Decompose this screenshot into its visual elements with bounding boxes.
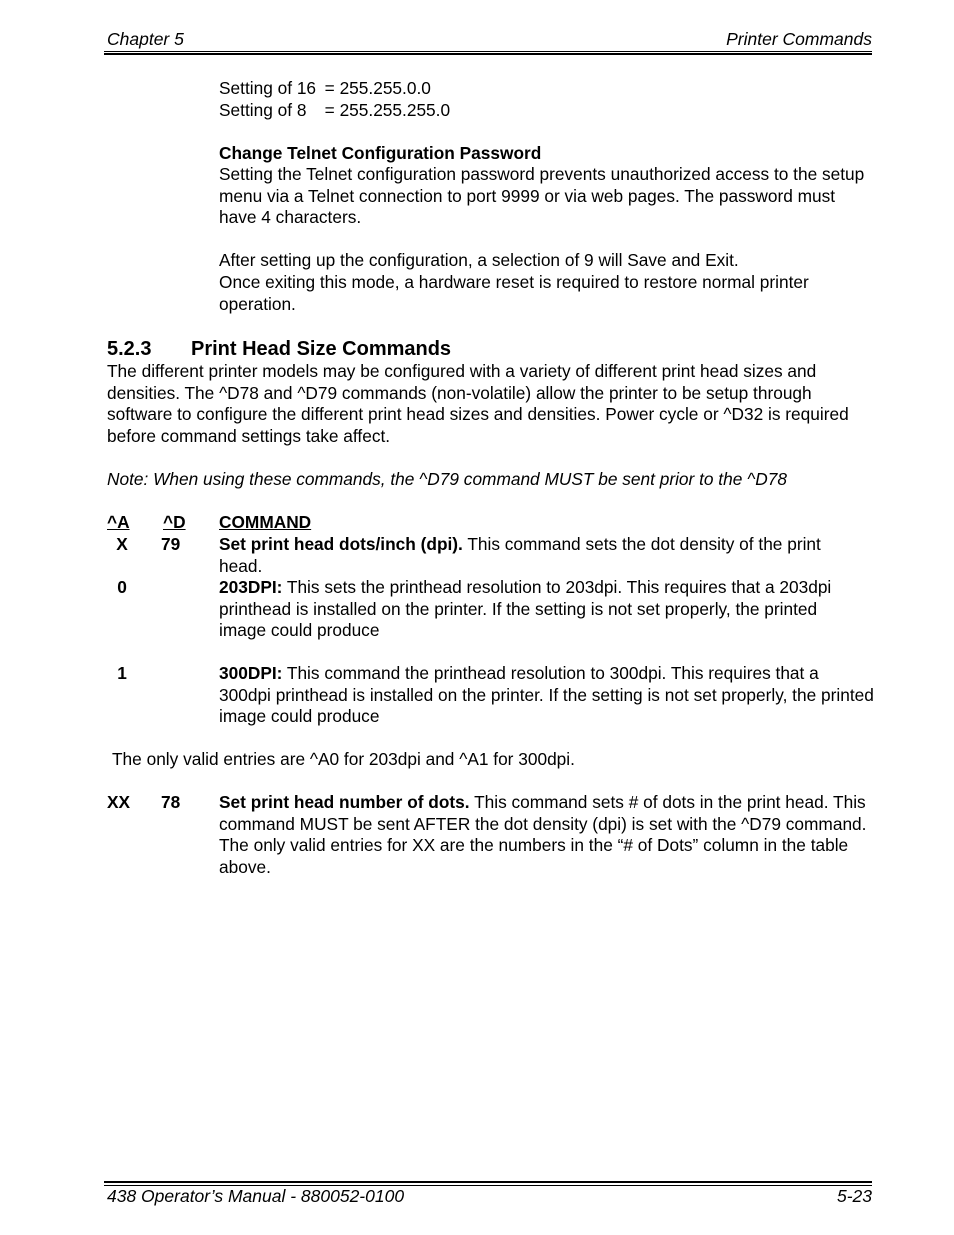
- column-header-a: ^A: [107, 512, 130, 532]
- row78-command-name: Set print head number of dots.: [219, 792, 470, 812]
- row79-d-value: 79: [161, 534, 181, 554]
- footer-page-number: 5-23: [836, 1186, 872, 1206]
- column-header-command: COMMAND: [219, 512, 312, 532]
- valid-entries-note: The only valid entries are ^A0 for 203dpi and ^A1 for 300dpi.: [112, 749, 575, 769]
- opt1-description: [219, 663, 874, 728]
- column-header-d: ^D: [163, 512, 186, 532]
- row79-command-text: This command sets the dot density of the print head.: [219, 534, 821, 576]
- row79-a-value: X: [116, 534, 128, 554]
- telnet-password-body: Setting the Telnet configuration password prevents unauthorized access to the setup menu via a Telnet connection to port 9999 or via web pages. The password must have 4 characters.: [219, 164, 865, 227]
- opt0-a-value: 0: [117, 577, 127, 597]
- netmask-setting-16: Setting of 16 = 255.255.0.0: [219, 78, 431, 98]
- save-exit-text: After setting up the configuration, a selection of 9 will Save and Exit.: [219, 250, 739, 270]
- row78-d-value: 78: [161, 792, 181, 812]
- section-title: Print Head Size Commands: [191, 338, 452, 360]
- row78-a-value: XX: [107, 792, 131, 812]
- reset-text: Once exiting this mode, a hardware reset is required to restore normal printer operation.: [219, 272, 809, 314]
- header-rule-thin: [104, 51, 872, 52]
- header-rule-thick: [104, 53, 872, 55]
- opt1-label: 300DPI:: [219, 663, 283, 683]
- netmask-setting-8: Setting of 8 = 255.255.255.0: [219, 100, 451, 120]
- opt0-label: 203DPI:: [219, 577, 283, 597]
- footer-manual-title: 438 Operator’s Manual - 880052-0100: [107, 1186, 405, 1206]
- running-header-chapter: Chapter 5: [107, 29, 184, 49]
- row78-command-text: This command sets # of dots in the print head. This command MUST be sent AFTER the dot density (dpi) is set with the ^D79 command. The only valid entries for XX are the numbers in the “# of Dots” column in the table above.: [219, 792, 867, 877]
- row79-command-name: Set print head dots/inch (dpi).: [219, 534, 463, 554]
- opt1-text: This command the printhead resolution to 300dpi. This requires that a 300dpi printhead is installed on the printer. If the setting is not set properly, the printed image could produce: [219, 663, 874, 726]
- section-note: Note: When using these commands, the ^D79 command MUST be sent prior to the ^D78: [107, 469, 787, 489]
- opt0-text: This sets the printhead resolution to 203dpi. This requires that a 203dpi printhead is installed on the printer. If the setting is not set properly, the printed image could produce: [219, 577, 832, 640]
- running-header-title: Printer Commands: [726, 29, 872, 49]
- section-number: 5.2.3: [107, 338, 152, 360]
- opt0-description: [219, 577, 869, 642]
- opt1-a-value: 1: [117, 663, 127, 683]
- footer-rule-thick: [104, 1181, 872, 1183]
- row79-description: [219, 534, 859, 577]
- row78-description: [219, 792, 874, 878]
- section-body: The different printer models may be configured with a variety of different print head sizes and densities. The ^D78 and ^D79 commands (non-volatile) allow the printer to be setup through software to configure the different print head sizes and densities. Power cycle or ^D32 is required before command settings take affect.: [107, 361, 849, 446]
- telnet-password-heading: Change Telnet Configuration Password: [219, 143, 542, 163]
